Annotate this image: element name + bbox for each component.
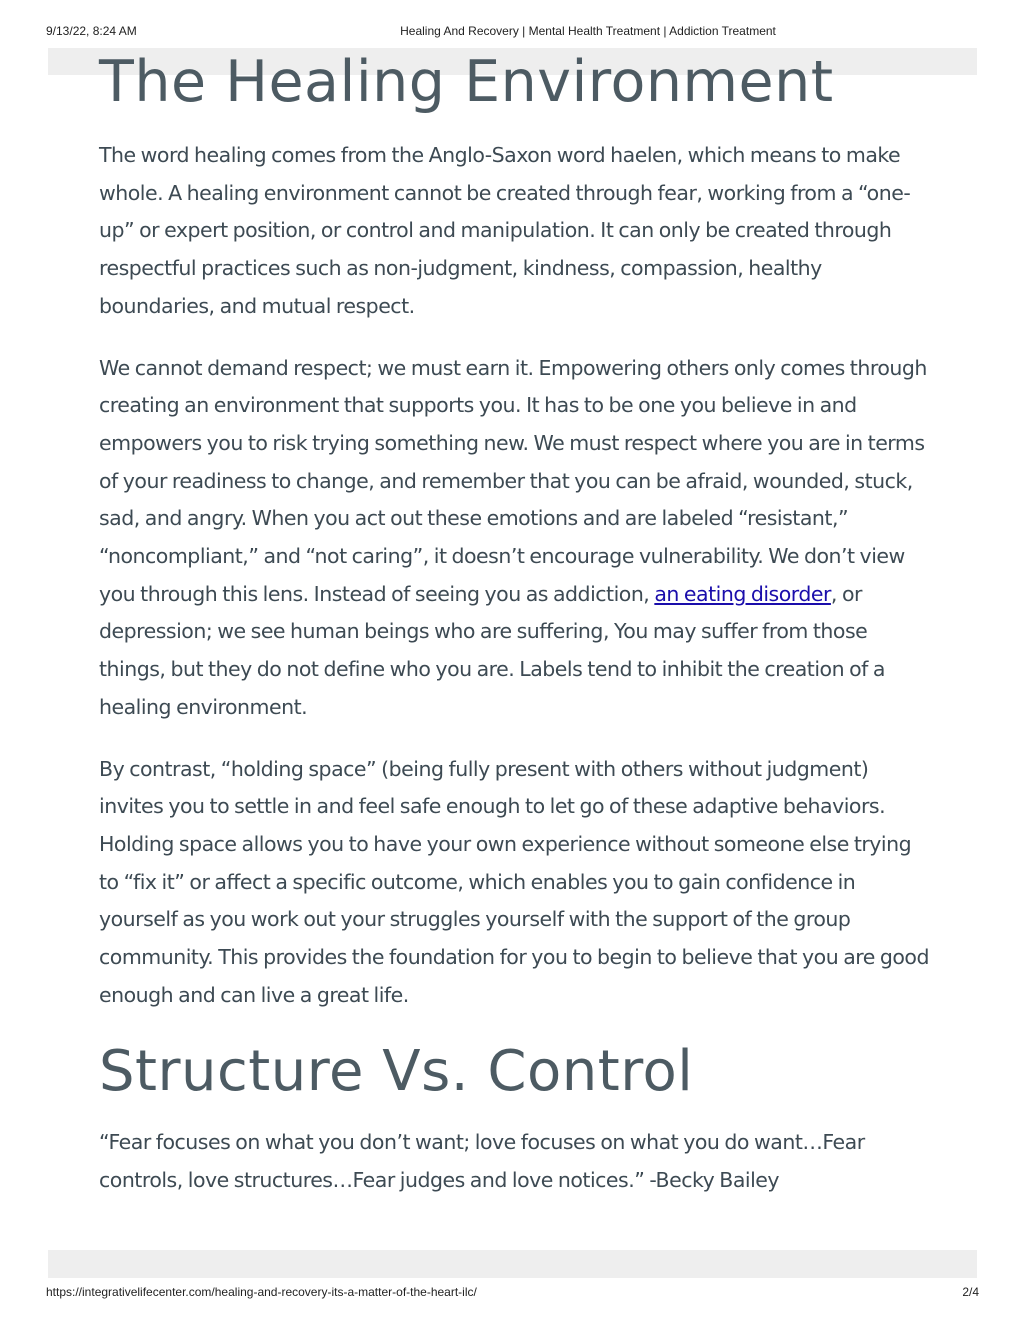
eating-disorder-link[interactable]: an eating disorder	[654, 581, 831, 606]
print-footer	[0, 1285, 1024, 1301]
paragraph-holding-space: By contrast, “holding space” (being fully present with others without judgment) invites you to settle in and feel safe enough to let go of these adaptive behaviors. Holding space allows you to have your own experience without someone else trying to “fix it” or affect a specific outcome, which enables you to gain confidence in yourself as you work out your struggles yourself with the support of the group community. This provides the foundation for you to begin to believe that you are good enough and can live a great life.	[99, 756, 929, 1007]
paragraph-respect-text-1: We cannot demand respect; we must earn it. Empowering others only comes through creating an environment that supports you. It has to be one you believe in and empowers you to risk trying something new. We must respect where you are in terms of your readiness to change, and remember that you can be afraid, wounded, stuck, sad, and angry. When you act out these emotions and are labeled “resistant,” “noncompliant,” and “not caring”, it doesn’t encourage vulnerability. We don’t view you through this lens. Instead of seeing you as addiction,	[99, 355, 927, 606]
bottom-band	[48, 1250, 977, 1278]
print-date: 9/13/22, 8:24 AM	[46, 24, 137, 38]
paragraph-healing-definition: The word healing comes from the Anglo-Saxon word haelen, which means to make whole. A healing environment cannot be created through fear, working from a “one-up” or expert position, or control and manipulation. It can only be created through respectful practices such as non-judgment, kindness, compassion, healthy boundaries, and mutual respect.	[99, 143, 911, 318]
page-number: 2/4	[962, 1285, 979, 1299]
print-url: https://integrativelifecenter.com/healing-and-recovery-its-a-matter-of-the-heart-ilc/	[46, 1285, 477, 1299]
heading-healing-environment: The Healing Environment	[99, 49, 834, 115]
print-header	[0, 24, 1024, 40]
paragraph-respect	[99, 350, 929, 727]
paragraph-quote: “Fear focuses on what you don’t want; love focuses on what you do want…Fear controls, love structures…Fear judges and love notices.” -Becky Bailey	[99, 1130, 865, 1193]
print-page-title: Healing And Recovery | Mental Health Treatment | Addiction Treatment	[400, 24, 776, 38]
paragraph-respect-text-2: , or depression; we see human beings who are suffering, You may suffer from those things, but they do not define who you are. Labels tend to inhibit the creation of a healing environment.	[99, 581, 885, 719]
article-content	[99, 50, 929, 1224]
heading-structure-vs-control: Structure Vs. Control	[99, 1039, 694, 1105]
